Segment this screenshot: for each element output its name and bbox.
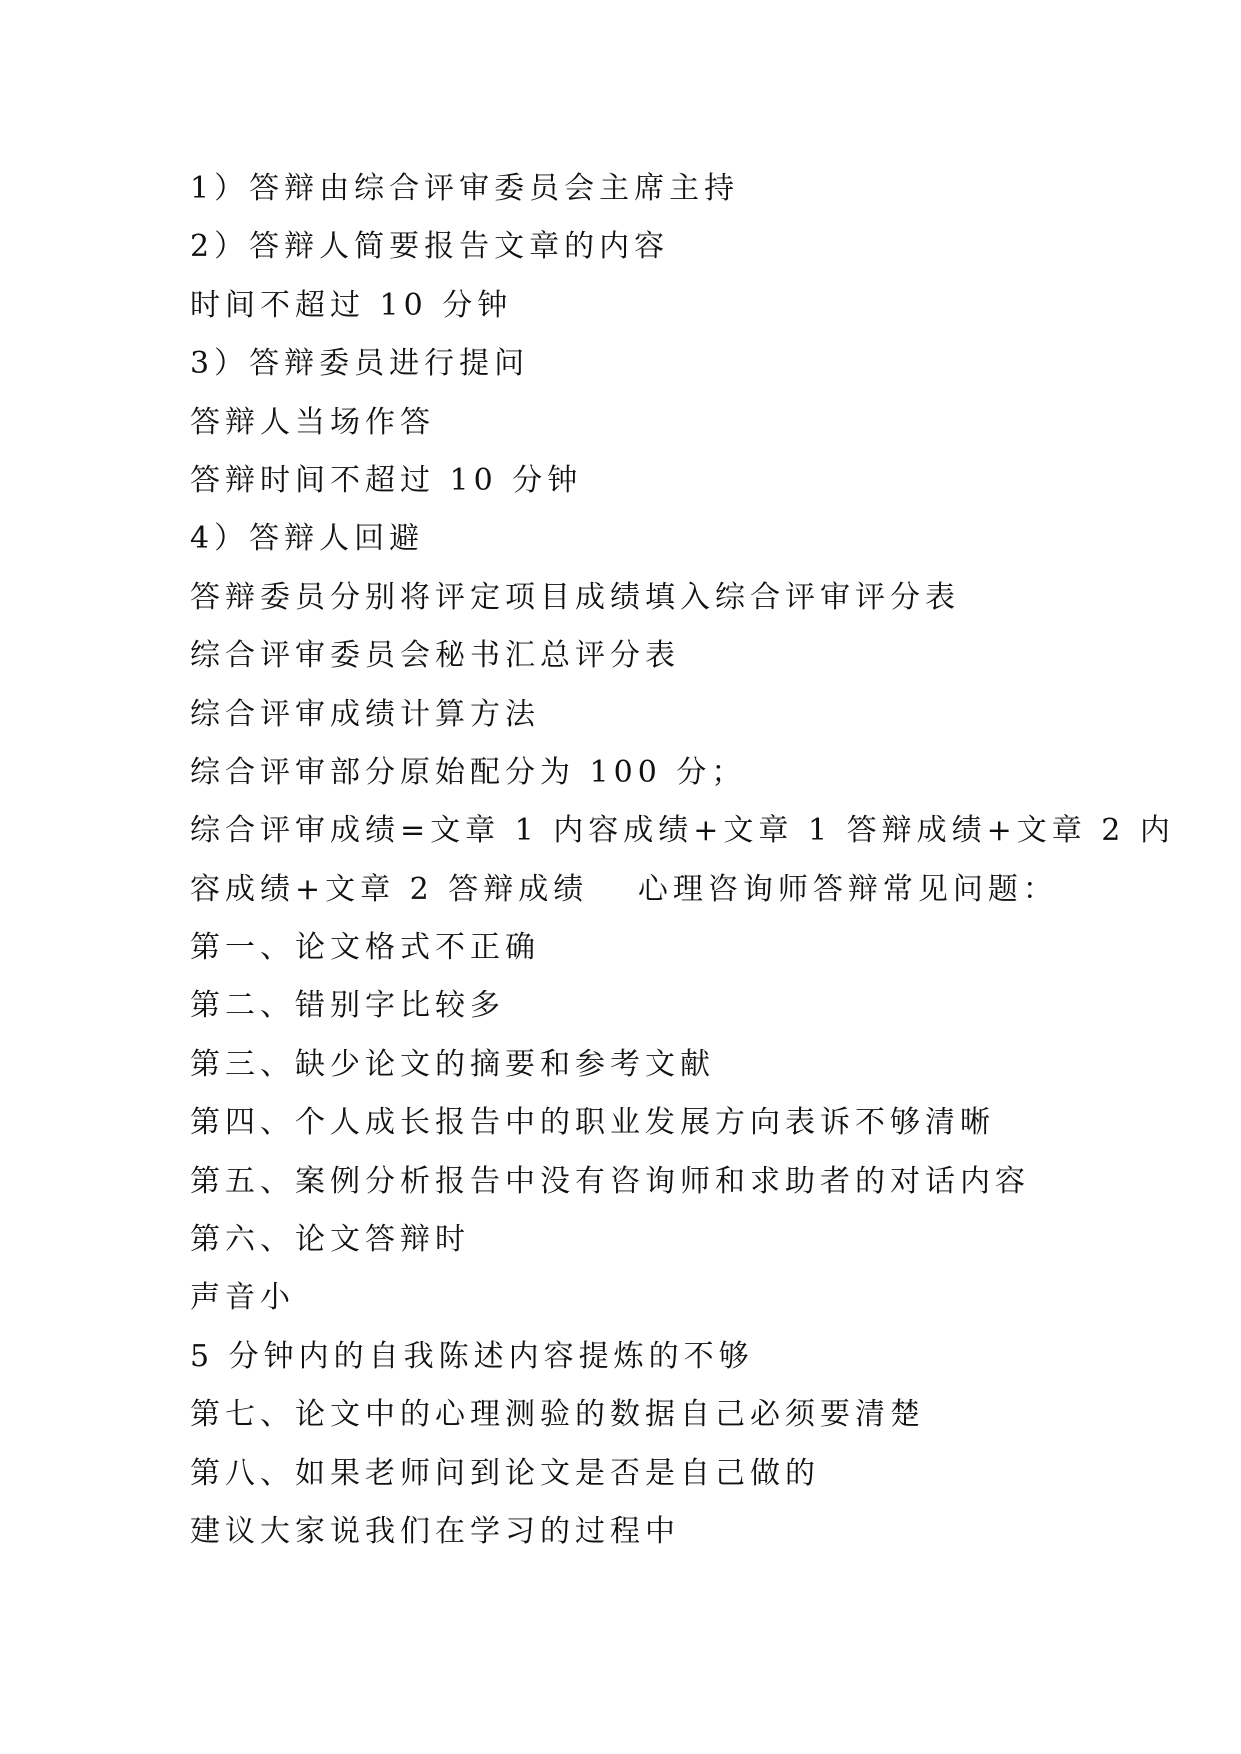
text-line: 综合评审成绩计算方法 [190,696,540,732]
text-line: 4）答辩人回避 [190,521,425,557]
text-line: 第三、缺少论文的摘要和参考文献 [190,1046,715,1082]
text-line: 2）答辩人简要报告文章的内容 [190,229,670,265]
text-line: 声音小 [190,1280,295,1316]
text-line: 时间不超过 10 分钟 [190,287,513,323]
text-line: 5 分钟内的自我陈述内容提炼的不够 [190,1338,754,1374]
text-line: 1）答辩由综合评审委员会主席主持 [190,171,740,206]
text-line: 答辩时间不超过 10 分钟 [190,462,583,498]
text-line: 容成绩+文章 2 答辩成绩 心理咨询师答辩常见问题： [190,871,1058,907]
text-line: 第一、论文格式不正确 [190,930,540,966]
text-line: 综合评审部分原始配分为 100 分； [190,754,747,790]
text-line: 答辩人当场作答 [190,404,435,440]
text-line: 综合评审委员会秘书汇总评分表 [190,638,680,674]
text-line: 第七、论文中的心理测验的数据自己必须要清楚 [190,1397,925,1433]
text-line: 第二、错别字比较多 [190,988,505,1024]
text-line: 第四、个人成长报告中的职业发展方向表诉不够清晰 [190,1105,995,1141]
text-line: 综合评审成绩=文章 1 内容成绩+文章 1 答辩成绩+文章 2 内 [190,813,1175,849]
text-line: 第八、如果老师问到论文是否是自己做的 [190,1455,820,1491]
text-line: 答辩委员分别将评定项目成绩填入综合评审评分表 [190,579,960,615]
text-line: 第五、案例分析报告中没有咨询师和求助者的对话内容 [190,1163,1030,1199]
document-body [190,160,1175,1561]
text-line: 第六、论文答辩时 [190,1222,470,1258]
text-line: 建议大家说我们在学习的过程中 [190,1513,680,1549]
text-line: 3）答辩委员进行提问 [190,346,530,382]
